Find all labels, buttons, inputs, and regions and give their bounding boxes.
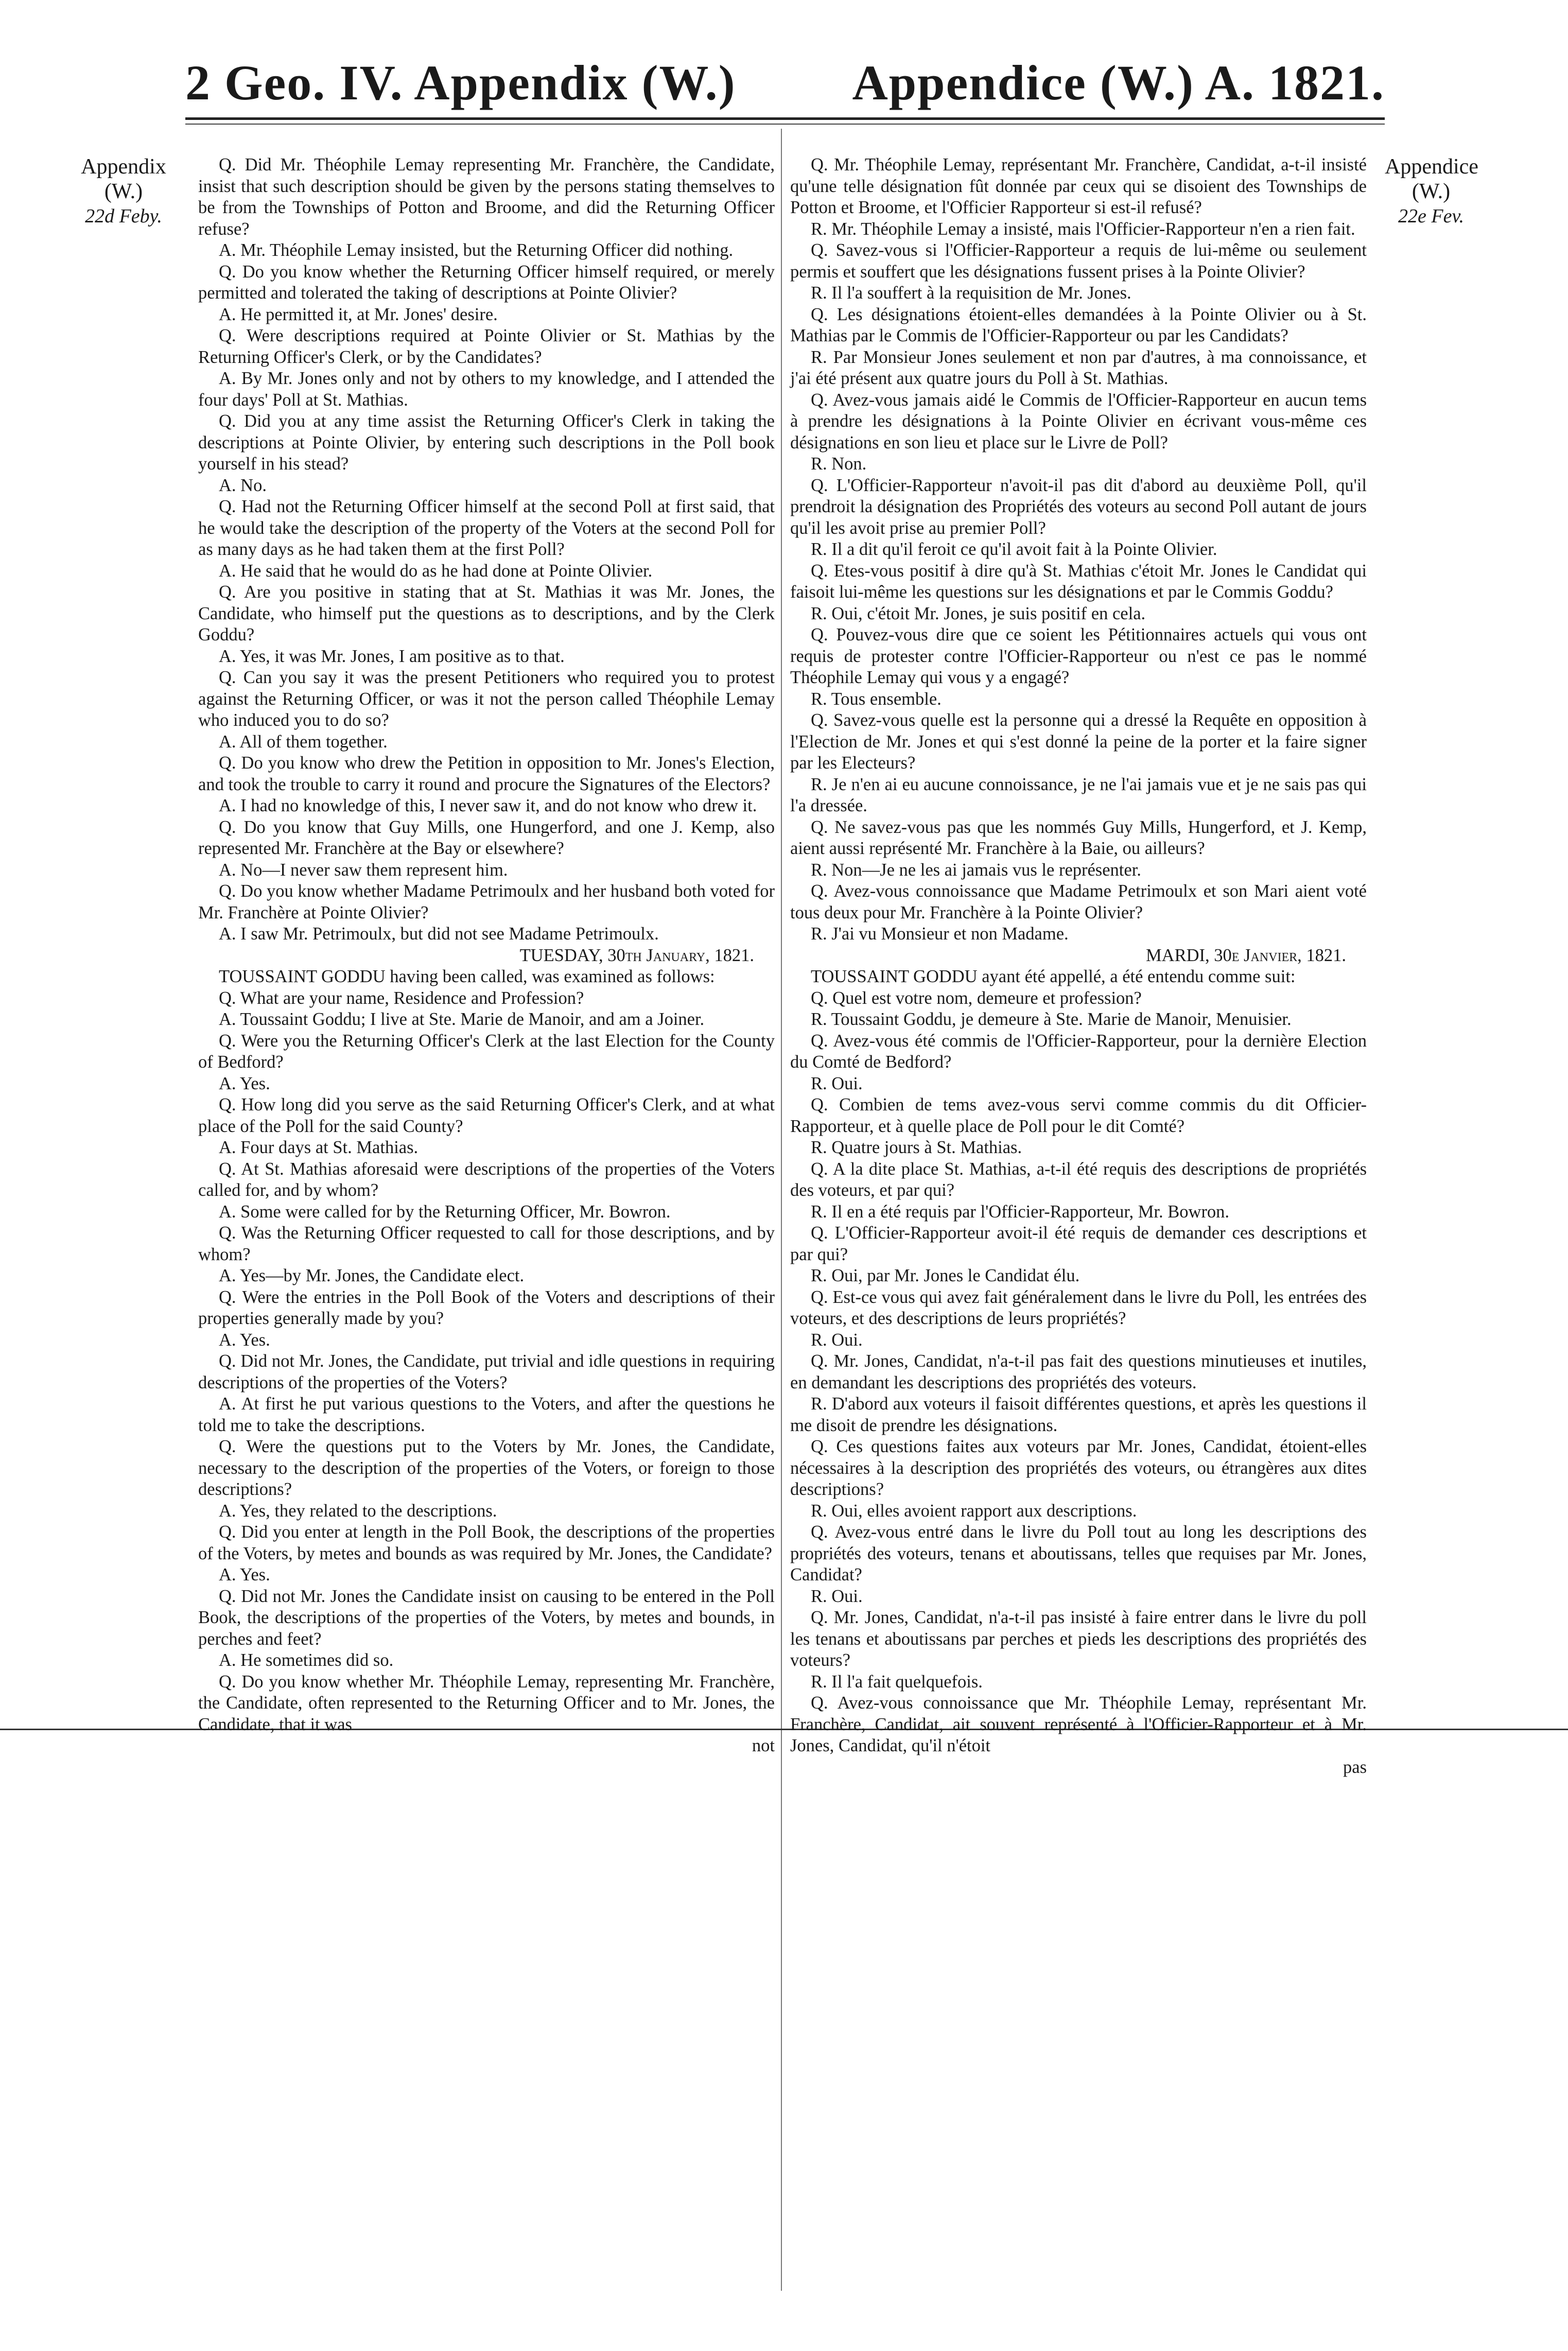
fr-question: Q. A la dite place St. Mathias, a-t-il été requis des descriptions de propriétés des voteurs, et par qui? (790, 1159, 1367, 1200)
fr-question: Q. Etes-vous positif à dire qu'à St. Mathias c'étoit Mr. Jones le Candidat qui faisoit lui-même les questions sur les désignations et par le Commis Goddu? (790, 561, 1367, 602)
en-answer: A. Some were called for by the Returning Officer, Mr. Bowron. (219, 1201, 671, 1222)
fr-question: Q. Pouvez-vous dire que ce soient les Pétitionnaires actuels qui vous ont requis de protester contre l'Officier-Rapporteur ou n'est ce pas le nommé Théophile Lemay qui vous y a engagé? (790, 625, 1367, 687)
en-answer: A. He said that he would do as he had done at Pointe Olivier. (219, 561, 653, 581)
header-left: 2 Geo. IV. Appendix (W.) (185, 55, 736, 110)
fr-answer: R. Mr. Théophile Lemay a insisté, mais l'Officier-Rapporteur n'en a rien fait. (811, 219, 1355, 239)
fr-question: Q. Mr. Jones, Candidat, n'a-t-il pas insisté à faire entrer dans le livre du poll les tenans et aboutissans par perches et pieds les descriptions des propriétés des voteurs? (790, 1608, 1367, 1670)
fr-answer: R. Il l'a souffert à la requisition de Mr. Jones. (811, 283, 1131, 303)
fr-answer: R. Oui. (811, 1586, 863, 1606)
fr-question: Q. Savez-vous quelle est la personne qui a dressé la Requête en opposition à l'Election de Mr. Jones et qui s'est donné la peine de la porter et la faire signer par les Electeurs? (790, 710, 1367, 773)
fr-question: Q. Mr. Jones, Candidat, n'a-t-il pas fait des questions minutieuses et inutiles, en demandant les descriptions des propriétés des voteurs. (790, 1351, 1367, 1392)
fr-answer: R. Oui, elles avoient rapport aux descriptions. (811, 1501, 1137, 1521)
en-question: Q. Do you know whether Madame Petrimoulx and her husband both voted for Mr. Franchère at Pointe Olivier? (198, 881, 775, 922)
fr-answer: R. Oui, par Mr. Jones le Candidat élu. (811, 1266, 1080, 1285)
margin-right-line1: Appendice (1385, 155, 1478, 179)
french-column (790, 154, 1367, 1778)
en-answer: A. He sometimes did so. (219, 1650, 394, 1670)
fr-answer: R. Il en a été requis par l'Officier-Rapporteur, Mr. Bowron. (811, 1201, 1230, 1222)
header-rule (185, 117, 1385, 120)
en-question: Q. Did not Mr. Jones, the Candidate, put trivial and idle questions in requiring descriptions of the properties of the Voters? (198, 1351, 775, 1392)
fr-answer: R. Toussaint Goddu, je demeure à Ste. Marie de Manoir, Menuisier. (811, 1009, 1292, 1029)
english-column (198, 154, 775, 1757)
en-answer: A. He permitted it, at Mr. Jones' desire. (219, 304, 498, 324)
en-answer: A. Mr. Théophile Lemay insisted, but the Returning Officer did nothing. (219, 240, 734, 260)
en-question: Q. Were descriptions required at Pointe Olivier or St. Mathias by the Returning Officer's Clerk, or by the Candidates? (198, 326, 775, 367)
en-question: Q. At St. Mathias aforesaid were descriptions of the properties of the Voters called for, and by whom? (198, 1159, 775, 1200)
header-right: Appendice (W.) A. 1821. (852, 55, 1385, 110)
fr-question: Q. Avez-vous connoissance que Madame Petrimoulx et son Mari aient voté tous deux pour Mr. Franchère à la Pointe Olivier? (790, 881, 1367, 922)
en-question: Q. Was the Returning Officer requested to call for those descriptions, and by whom? (198, 1223, 775, 1264)
en-question: Q. Did you enter at length in the Poll Book, the descriptions of the properties of the Voters, by metes and bounds as was required by Mr. Jones, the Candidate? (198, 1522, 775, 1563)
margin-right-line2: (W.) (1412, 180, 1451, 203)
fr-answer: R. Quatre jours à St. Mathias. (811, 1138, 1022, 1157)
en-answer: A. At first he put various questions to the Voters, and after the questions he told me to take the descriptions. (198, 1394, 775, 1435)
fr-question: Q. Ces questions faites aux voteurs par Mr. Jones, Candidat, étoient-elles nécessaires à la description des propriétés des voteurs, ou étrangères aux dites descriptions? (790, 1437, 1367, 1499)
fr-answer: R. Non. (811, 454, 867, 474)
fr-question: Q. Avez-vous été commis de l'Officier-Rapporteur, pour la dernière Election du Comté de Bedford? (790, 1031, 1367, 1072)
fr-question: Q. Savez-vous si l'Officier-Rapporteur a requis de lui-même ou seulement permis et souffert que les désignations fussent prises à la Pointe Olivier? (790, 240, 1367, 282)
fr-answer: R. Tous ensemble. (811, 689, 942, 709)
en-question: Q. Did not Mr. Jones the Candidate insist on causing to be entered in the Poll Book, the descriptions of the properties of the Voters, by metes and bounds, in perches and feet? (198, 1586, 775, 1649)
en-answer: A. By Mr. Jones only and not by others to my knowledge, and I attended the four days' Poll at St. Mathias. (198, 369, 775, 410)
page-header (185, 49, 1385, 116)
fr-question: Q. Quel est votre nom, demeure et profession? (811, 988, 1142, 1008)
fr-question: Q. Combien de tems avez-vous servi comme commis du dit Officier-Rapporteur, et à quelle place de Poll pour le dit Comté? (790, 1095, 1367, 1136)
en-answer: A. Yes, they related to the descriptions. (219, 1501, 497, 1521)
en-question: Q. Were the entries in the Poll Book of the Voters and descriptions of their properties generally made by you? (198, 1287, 775, 1328)
en-answer: A. Yes. (219, 1330, 270, 1350)
fr-witness-intro: TOUSSAINT GODDU ayant été appellé, a été entendu comme suit: (811, 967, 1296, 986)
margin-note-left (77, 154, 170, 229)
margin-right-line3: 22e Fev. (1398, 205, 1464, 227)
en-question: Q. What are your name, Residence and Profession? (219, 988, 584, 1008)
fr-question: Q. Avez-vous entré dans le livre du Poll tout au long les descriptions des propriétés des voteurs, tenans et aboutissans, telles que requises par Mr. Jones, Candidat? (790, 1522, 1367, 1584)
en-answer: A. Yes—by Mr. Jones, the Candidate elect. (219, 1266, 525, 1285)
en-answer: A. No. (219, 475, 267, 495)
en-question: Q. Did you at any time assist the Returning Officer's Clerk in taking the descriptions at Pointe Olivier, by entering such descriptions in the Poll book yourself in his stead? (198, 411, 775, 474)
en-answer: A. All of them together. (219, 732, 388, 752)
fr-answer: R. J'ai vu Monsieur et non Madame. (811, 924, 1069, 944)
fr-answer: R. Oui. (811, 1073, 863, 1093)
margin-note-right (1385, 154, 1477, 229)
en-answer: A. Yes. (219, 1565, 270, 1584)
fr-question: Q. L'Officier-Rapporteur n'avoit-il pas dit d'abord au deuxième Poll, qu'il prendroit la désignation des Propriétés des voteurs au second Poll autant de jours qu'il les avoit prise au premier Poll? (790, 475, 1367, 538)
en-question: Q. Can you say it was the present Petitioners who required you to protest against the Returning Officer, or was it not the person called Théophile Lemay who induced you to do so? (198, 668, 775, 730)
fr-answer: R. Il l'a fait quelquefois. (811, 1671, 983, 1692)
en-question: Q. Were you the Returning Officer's Clerk at the last Election for the County of Bedford? (198, 1031, 775, 1072)
fr-answer: R. Oui, c'étoit Mr. Jones, je suis positif en cela. (811, 603, 1146, 623)
en-question: Q. Are you positive in stating that at St. Mathias it was Mr. Jones, the Candidate, who himself put the questions as to descriptions, and by the Clerk Goddu? (198, 582, 775, 645)
en-answer: A. Yes. (219, 1073, 270, 1093)
fr-question: Q. Les désignations étoient-elles demandées à la Pointe Olivier ou à St. Mathias par le Commis de l'Officier-Rapporteur ou par les Candidats? (790, 304, 1367, 345)
margin-left-line1: Appendix (81, 155, 166, 179)
en-answer: A. No—I never saw them represent him. (219, 860, 508, 880)
fr-question: Q. Ne savez-vous pas que les nommés Guy Mills, Hungerford, et J. Kemp, aient aussi représenté Mr. Franchère à la Baie, ou ailleurs? (790, 817, 1367, 858)
en-question: Q. Do you know whether Mr. Théophile Lemay, representing Mr. Franchère, the Candidate, often represented to the Returning Officer and to Mr. Jones, the Candidate, that it was (198, 1671, 775, 1734)
en-answer: A. Yes, it was Mr. Jones, I am positive as to that. (219, 646, 565, 666)
en-catchword: not (752, 1736, 775, 1755)
en-session-date: TUESDAY, 30th January, 1821. (519, 945, 754, 965)
fr-question: Q. Avez-vous jamais aidé le Commis de l'Officier-Rapporteur en aucun tems à prendre les désignations à la Pointe Olivier en écrivant vous-même ces désignations en son lieu et place sur le Livre de Poll? (790, 390, 1367, 452)
en-answer: A. Four days at St. Mathias. (219, 1138, 419, 1157)
fr-catchword: pas (1343, 1757, 1367, 1777)
en-question: Q. Had not the Returning Officer himself at the second Poll at first said, that he would take the description of the property of the Voters at the second Poll for as many days as he had taken them at the first Poll? (198, 497, 775, 559)
column-divider (781, 129, 782, 2291)
margin-left-line2: (W.) (104, 180, 143, 203)
en-question: Q. Do you know that Guy Mills, one Hungerford, and one J. Kemp, also represented Mr. Franchère at the Bay or elsewhere? (198, 817, 775, 858)
margin-left-line3: 22d Feby. (85, 205, 162, 227)
en-answer: A. Toussaint Goddu; I live at Ste. Marie de Manoir, and am a Joiner. (219, 1009, 705, 1029)
fr-answer: R. Non—Je ne les ai jamais vus le représenter. (811, 860, 1141, 880)
fr-question: Q. Avez-vous connoissance que Mr. Théophile Lemay, représentant Mr. Franchère, Candidat, ait souvent représenté à l'Officier-Rapporteur et à Mr. Jones, Candidat, qu'il n'étoit (790, 1693, 1367, 1755)
en-question: Q. How long did you serve as the said Returning Officer's Clerk, and at what place of the Poll for the said County? (198, 1095, 775, 1136)
en-witness-intro: TOUSSAINT GODDU having been called, was examined as follows: (219, 967, 715, 986)
fr-question: Q. Mr. Théophile Lemay, représentant Mr. Franchère, Candidat, a-t-il insisté qu'une telle désignation fût donnée par ceux qui se disoient des Townships de Potton et Broome, et l'Officier Rapporteur si est-il refusé? (790, 155, 1367, 217)
en-question: Q. Were the questions put to the Voters by Mr. Jones, the Candidate, necessary to the description of the properties of the Voters, or foreign to those descriptions? (198, 1437, 775, 1499)
fr-question: Q. L'Officier-Rapporteur avoit-il été requis de demander ces descriptions et par qui? (790, 1223, 1367, 1264)
header-rule-thin (185, 124, 1385, 125)
fr-answer: R. Il a dit qu'il feroit ce qu'il avoit fait à la Pointe Olivier. (811, 539, 1217, 559)
fr-answer: R. Oui. (811, 1330, 863, 1350)
fr-answer: R. D'abord aux voteurs il faisoit différentes questions, et après les questions il me disoit de prendre les désignations. (790, 1394, 1367, 1435)
fr-session-date: MARDI, 30e Janvier, 1821. (1146, 945, 1346, 965)
en-question: Q. Did Mr. Théophile Lemay representing Mr. Franchère, the Candidate, insist that such description should be given by the persons stating themselves to be from the Townships of Potton and Broome, and did the Returning Officer refuse? (198, 155, 775, 239)
en-answer: A. I had no knowledge of this, I never saw it, and do not know who drew it. (219, 796, 757, 815)
fr-question: Q. Est-ce vous qui avez fait généralement dans le livre du Poll, les entrées des voteurs, et des descriptions de leurs propriétés? (790, 1287, 1367, 1328)
en-question: Q. Do you know who drew the Petition in opposition to Mr. Jones's Election, and took the trouble to carry it round and procure the Signatures of the Electors? (198, 753, 775, 794)
en-question: Q. Do you know whether the Returning Officer himself required, or merely permitted and tolerated the taking of descriptions at Pointe Olivier? (198, 262, 775, 303)
en-answer: A. I saw Mr. Petrimoulx, but did not see Madame Petrimoulx. (219, 924, 659, 944)
fr-answer: R. Je n'en ai eu aucune connoissance, je ne l'ai jamais vue et je ne sais pas qui l'a dressée. (790, 774, 1367, 815)
fr-answer: R. Par Monsieur Jones seulement et non par d'autres, à ma connoissance, et j'ai été présent aux quatre jours du Poll à St. Mathias. (790, 347, 1367, 388)
